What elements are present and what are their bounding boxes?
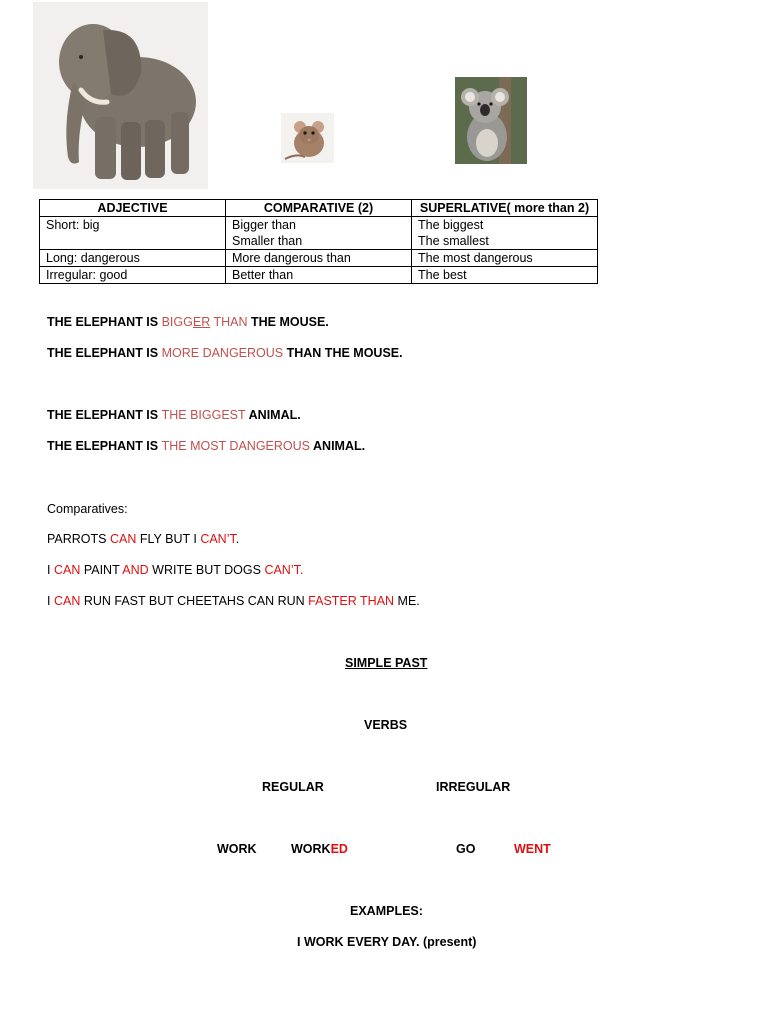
sentence-text: I (47, 594, 54, 608)
sentence-text: ANIMAL. (245, 408, 301, 422)
sentence-text: THE ELEPHANT IS (47, 346, 162, 360)
column-header: ADJECTIVE (40, 200, 226, 217)
sentence-text: THE ELEPHANT IS (47, 408, 162, 422)
sentence-text: PARROTS (47, 532, 110, 546)
highlight-text: BIGG (161, 315, 193, 329)
highlight-text: CAN’T (200, 532, 236, 546)
table-cell (40, 267, 226, 284)
cell-text: The most dangerous (418, 251, 533, 265)
adjective-comparison-table (39, 199, 598, 284)
highlight-text: THE BIGGEST (161, 408, 246, 422)
cell-text: Smaller than (232, 234, 303, 248)
highlight-suffix: ER (192, 315, 211, 329)
highlight-text: MORE DANGEROUS (161, 346, 284, 360)
column-header: COMPARATIVE (2) (226, 200, 412, 217)
elephant-photo (33, 2, 208, 189)
sentence-most-dangerous (47, 438, 365, 454)
highlight-text: CAN (53, 563, 81, 577)
sentence-text: THAN THE MOUSE. (283, 346, 403, 360)
highlight-text: CAN (53, 594, 81, 608)
sentence-text: THE MOUSE. (247, 315, 329, 329)
sentence-text: FLY BUT I (136, 532, 201, 546)
examples-heading: EXAMPLES: (350, 904, 423, 918)
verb-stem: WORK (291, 842, 331, 856)
verb-worked (291, 841, 348, 857)
comparative-line-dogs (47, 562, 303, 578)
table-cell (412, 250, 598, 267)
highlight-text: CAN (109, 532, 137, 546)
highlight-text: THAN (210, 315, 248, 329)
cell-text: The best (418, 268, 467, 282)
sentence-text: WRITE BUT DOGS (148, 563, 265, 577)
cell-text: More dangerous than (232, 251, 351, 265)
table-cell (226, 250, 412, 267)
sentence-text: THE ELEPHANT IS (47, 439, 162, 453)
mouse-photo (281, 113, 334, 163)
table-row (40, 267, 598, 284)
highlight-text: FASTER THAN (308, 594, 395, 608)
comparatives-heading: Comparatives: (47, 502, 128, 516)
verb-went: WENT (514, 842, 551, 856)
comparative-line-parrots (47, 531, 239, 547)
verb-work: WORK (217, 842, 257, 856)
table-cell (226, 217, 412, 250)
verb-suffix: ED (330, 842, 348, 856)
simple-past-title: SIMPLE PAST (345, 656, 428, 670)
table-cell (226, 267, 412, 284)
highlight-text: AND (122, 563, 149, 577)
highlight-text: THE MOST DANGEROUS (161, 439, 310, 453)
table-cell (412, 267, 598, 284)
sentence-text: THE ELEPHANT IS (47, 315, 162, 329)
cell-text: Irregular: good (46, 268, 128, 282)
cell-text: Long: dangerous (46, 251, 140, 265)
cell-text: Bigger than (232, 218, 296, 232)
table-header-row (40, 200, 598, 217)
sentence-more-dangerous (47, 345, 403, 361)
cell-text: Better than (232, 268, 294, 282)
table-cell (412, 217, 598, 250)
regular-heading: REGULAR (262, 780, 324, 794)
highlight-text: CAN’T. (264, 563, 304, 577)
table-row (40, 250, 598, 267)
table-cell (40, 217, 226, 250)
sentence-text: ME. (394, 594, 420, 608)
sentence-text: ANIMAL. (310, 439, 366, 453)
sentence-text: PAINT (80, 563, 123, 577)
sentence-text: I (47, 563, 54, 577)
comparative-line-cheetahs (47, 593, 420, 609)
irregular-heading: IRREGULAR (436, 780, 511, 794)
verb-go: GO (456, 842, 476, 856)
table-row (40, 217, 598, 250)
cell-text: The biggest (418, 218, 484, 232)
sentence-bigger (47, 314, 329, 330)
sentence-text: RUN FAST BUT CHEETAHS CAN RUN (80, 594, 309, 608)
example-sentence: I WORK EVERY DAY. (present) (297, 935, 477, 949)
cell-text: Short: big (46, 218, 100, 232)
cell-text: The smallest (418, 234, 489, 248)
sentence-text: . (235, 532, 240, 546)
verbs-heading: VERBS (364, 718, 408, 732)
column-header: SUPERLATIVE( more than 2) (412, 200, 598, 217)
koala-photo (455, 77, 527, 164)
sentence-biggest (47, 407, 301, 423)
table-cell (40, 250, 226, 267)
